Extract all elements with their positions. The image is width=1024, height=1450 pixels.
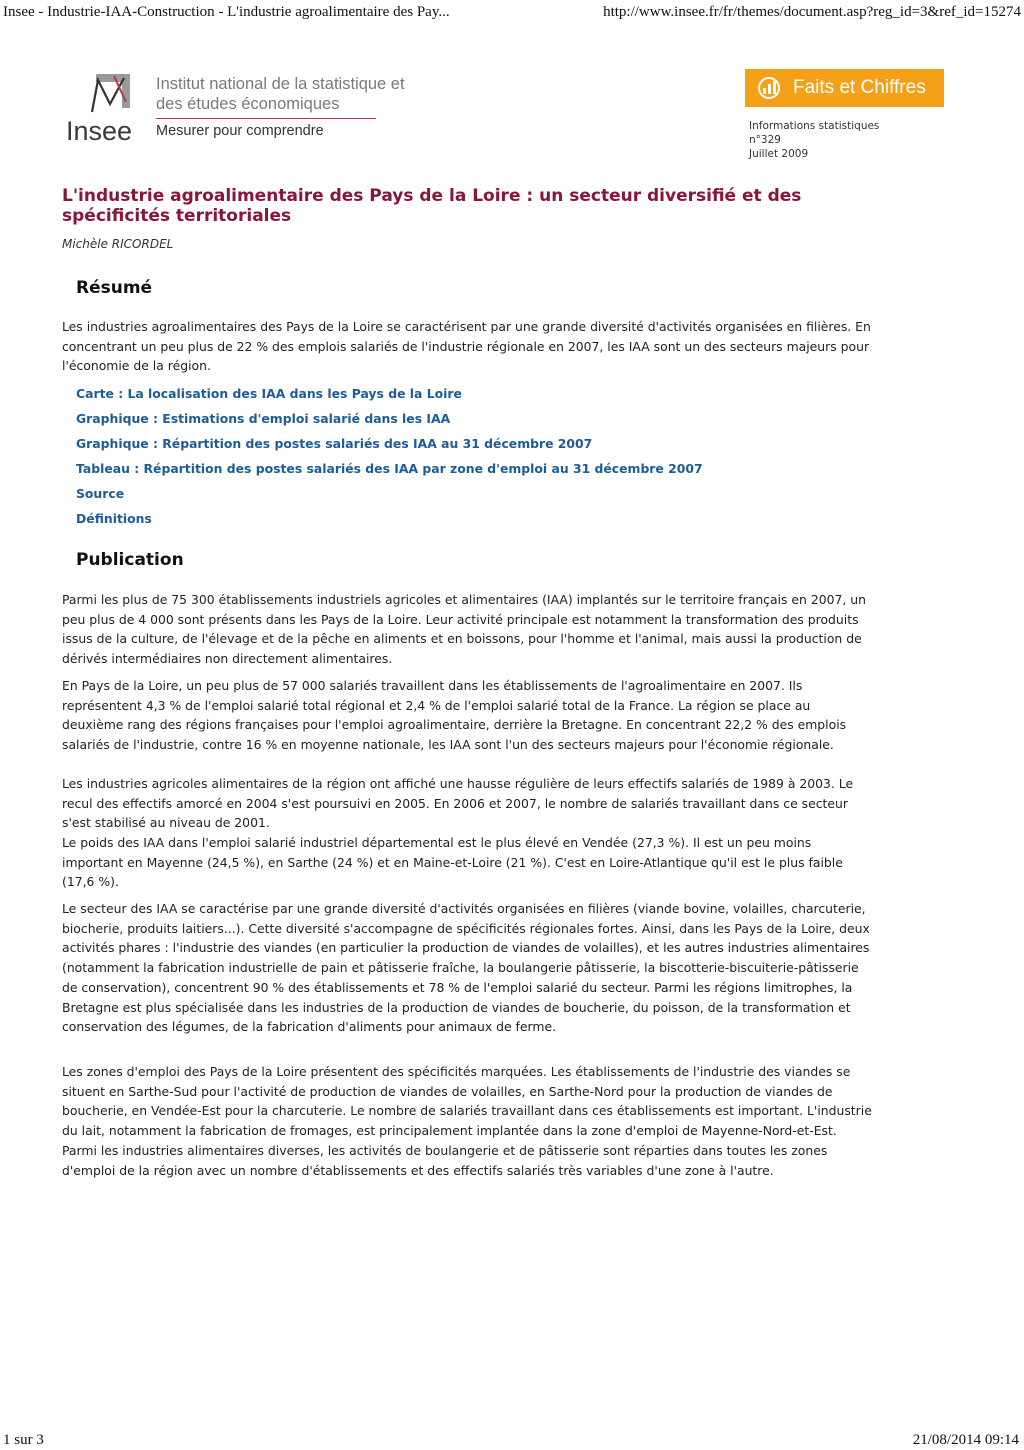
link-map-localisation[interactable]: Carte : La localisation des IAA dans les Pays de la Loire — [76, 386, 462, 401]
paragraph: Parmi les plus de 75 300 établissements industriels agricoles et alimentaires (IAA) implantés sur le territoire français en 2007, un peu plus de 4 000 sont présents dans les Pays de la Loire. Leur activité principale est notamment la transformation des produits issus de la culture, de l'élevage et de la pêche en aliments et en boissons, pour l'homme et l'animal, mais aussi la production de dérivés intermédiaires non directement alimentaires. — [62, 592, 866, 667]
insee-logo[interactable] — [64, 68, 404, 148]
print-header-url: http://www.insee.fr/fr/themes/document.asp?reg_id=3&ref_id=15274 — [603, 4, 1021, 20]
print-header — [0, 2, 1024, 24]
insee-logo-icon — [86, 70, 134, 118]
chart-icon — [757, 76, 785, 100]
paragraph: Les zones d'emploi des Pays de la Loire présentent des spécificités marquées. Les établissements de l'industrie des viandes se situent en Sarthe-Sud pour l'activité de production de viandes de volailles, en Sarthe-Nord pour la production de viandes de boucherie, en Vendée-Est pour la charcuterie. Le nombre de salariés travaillant dans ces établissements est important. L'industrie du lait, notamment la fabrication de fromages, est principalement implantée dans la zone d'emploi de Mayenne-Nord-et-Est. Parmi les industries alimentaires diverses, les activités de boulangerie et de pâtisserie sont réparties dans toutes les zones d'emploi de la région avec un nombre d'établissements et des effectifs salariés très variables d'une zone à l'autre. — [62, 1064, 872, 1178]
paragraph: En Pays de la Loire, un peu plus de 57 000 salariés travaillent dans les établissements de l'agroalimentaire en 2007. Ils représentent 4,3 % de l'emploi salarié total régional et 2,4 % de l'emploi salarié total de la France. La région se place au deuxième rang des régions françaises pour l'emploi agroalimentaire, derrière la Bretagne. En concentrant 22,2 % des emplois salariés de l'industrie, contre 16 % en moyenne nationale, les IAA sont l'un des secteurs majeurs pour l'économie régionale. — [62, 678, 847, 753]
summary-text: Les industries agroalimentaires des Pays de la Loire se caractérisent par une grande diversité d'activités organisées en filières. En concentrant un peu plus de 22 % des emplois salariés de l'industrie régionale en 2007, les IAA sont un des secteurs majeurs pour l'économie de la région. — [62, 319, 871, 374]
summary-heading: Résumé — [76, 278, 153, 298]
link-definitions[interactable]: Définitions — [76, 511, 152, 526]
publication-series: Informations statistiques — [749, 120, 880, 132]
link-source[interactable]: Source — [76, 486, 125, 501]
publication-heading: Publication — [76, 550, 184, 570]
logo-divider — [156, 118, 376, 119]
print-header-title: Insee - Industrie-IAA-Construction - L'industrie agroalimentaire des Pay... — [3, 4, 450, 20]
link-chart-distribution[interactable]: Graphique : Répartition des postes salariés des IAA au 31 décembre 2007 — [76, 436, 593, 451]
badge-label: Faits et Chiffres — [793, 77, 926, 98]
institution-name: Institut national de la statistique et des études économiques — [156, 75, 405, 113]
paragraph: Les industries agricoles alimentaires de la région ont affiché une hausse régulière de leurs effectifs salariés de 1989 à 2003. Le recul des effectifs amorcé en 2004 s'est poursuivi en 2005. En 2006 et 2007, le nombre de salariés travaillant dans ce secteur s'est stabilisé au niveau de 2001. — [62, 776, 854, 831]
page-number: 1 sur 3 — [3, 1432, 44, 1448]
faits-et-chiffres-badge[interactable] — [745, 69, 944, 107]
publication-number: n°329 — [749, 134, 781, 146]
link-chart-employment[interactable]: Graphique : Estimations d'emploi salarié dans les IAA — [76, 411, 451, 426]
article-author: Michèle RICORDEL — [62, 237, 174, 251]
link-table-zones[interactable]: Tableau : Répartition des postes salariés des IAA par zone d'emploi au 31 décembre 2007 — [76, 461, 703, 476]
publication-date: Juillet 2009 — [749, 148, 809, 160]
print-datetime: 21/08/2014 09:14 — [912, 1432, 1019, 1448]
logo-motto: Mesurer pour comprendre — [156, 123, 324, 139]
related-links — [76, 386, 703, 536]
publication-info — [749, 119, 949, 161]
paragraph: Le poids des IAA dans l'emploi salarié industriel départemental est le plus élevé en Vendée (27,3 %). Il est un peu moins important en Mayenne (24,5 %), en Sarthe (24 %) et en Maine-et-Loire (21 %). C'est en Loire-Atlantique qu'il est le plus faible (17,6 %). — [62, 835, 843, 890]
logo-wordmark: Insee — [66, 116, 133, 146]
print-footer — [0, 1431, 1024, 1449]
article-title: L'industrie agroalimentaire des Pays de la Loire : un secteur diversifié et des spécificités territoriales — [62, 186, 802, 226]
paragraph: Le secteur des IAA se caractérise par une grande diversité d'activités organisées en filières (viande bovine, volailles, charcuterie, biocherie, produits laitiers...). Cette diversité s'accompagne de spécificités régionales fortes. Ainsi, dans les Pays de la Loire, deux activités phares : l'industrie des viandes (en particulier la production de viandes de volailles), et les autres industries alimentaires (notamment la fabrication industrielle de pain et pâtisserie fraîche, la boulangerie pâtisserie, la biscotterie-biscuiterie-pâtisserie de conservation), concentrent 90 % des établissements et 78 % de l'emploi salarié du secteur. Parmi les régions limitrophes, la Bretagne est plus spécialisée dans les industries de la production de viandes de boucherie, du poisson, de la transformation et conservation des légumes, de la fabrication d'aliments pour animaux de ferme. — [62, 901, 870, 1035]
